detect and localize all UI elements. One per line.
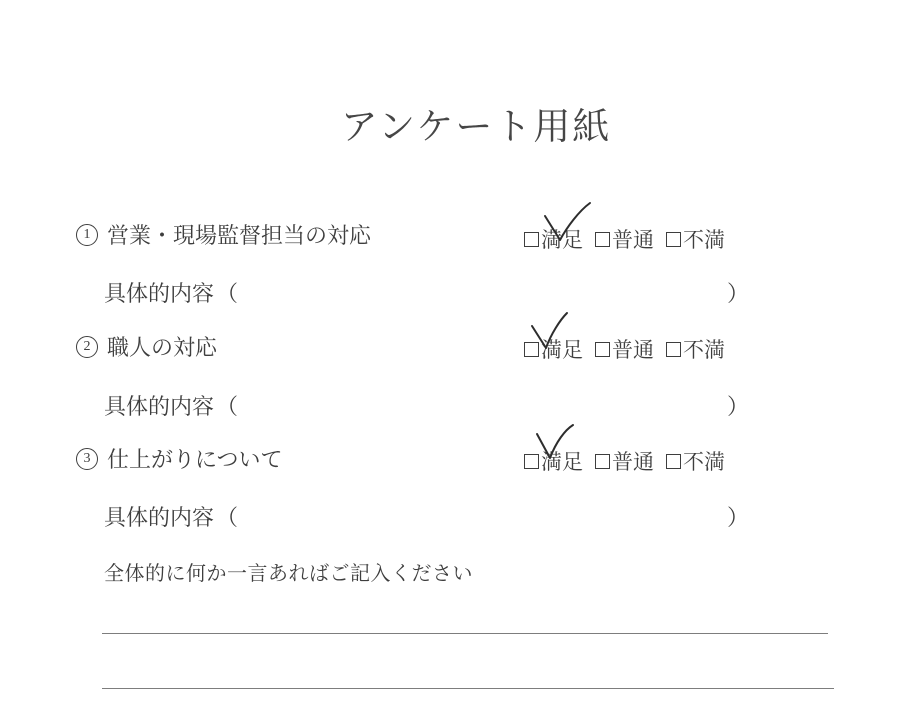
paren-open: （	[216, 281, 239, 306]
question-3-options	[524, 446, 725, 476]
checkbox-normal[interactable]	[595, 446, 654, 476]
option-label: 普通	[612, 338, 654, 362]
paren-close: ）	[727, 281, 750, 306]
question-1	[76, 219, 371, 250]
question-2	[76, 331, 217, 362]
checkbox-square-icon[interactable]	[595, 232, 610, 247]
checkbox-square-icon[interactable]	[524, 342, 539, 357]
option-label: 満足	[541, 450, 583, 474]
detail-label: 具体的内容	[104, 505, 215, 530]
option-label: 満足	[541, 228, 583, 252]
checkbox-square-icon[interactable]	[524, 454, 539, 469]
question-1-options	[524, 224, 725, 254]
option-label: 不満	[683, 228, 725, 252]
question-3-detail	[0, 501, 900, 530]
checkbox-satisfied[interactable]	[524, 224, 583, 254]
checkbox-dissatisfied[interactable]	[666, 446, 725, 476]
question-1-label: 営業・現場監督担当の対応	[107, 223, 372, 248]
option-label: 普通	[612, 228, 654, 252]
checkbox-square-icon[interactable]	[666, 232, 681, 247]
question-2-options	[524, 334, 725, 364]
detail-input-area[interactable]	[245, 501, 720, 525]
checkbox-satisfied[interactable]	[524, 334, 583, 364]
question-2-label: 職人の対応	[107, 335, 218, 360]
checkbox-square-icon[interactable]	[666, 342, 681, 357]
question-3-number: 3	[76, 448, 98, 470]
option-label: 不満	[683, 338, 725, 362]
comment-line-2[interactable]	[102, 688, 834, 689]
paren-open: （	[216, 505, 239, 530]
checkbox-square-icon[interactable]	[595, 454, 610, 469]
question-3-label: 仕上がりについて	[107, 447, 283, 472]
option-label: 満足	[541, 338, 583, 362]
checkbox-normal[interactable]	[595, 224, 654, 254]
question-2-detail	[0, 390, 900, 419]
overall-comment-label: 全体的に何か一言あればご記入ください	[104, 563, 473, 585]
checkbox-square-icon[interactable]	[524, 232, 539, 247]
option-label: 普通	[612, 450, 654, 474]
checkbox-satisfied[interactable]	[524, 446, 583, 476]
checkbox-square-icon[interactable]	[666, 454, 681, 469]
checkbox-dissatisfied[interactable]	[666, 334, 725, 364]
checkbox-dissatisfied[interactable]	[666, 224, 725, 254]
checkbox-square-icon[interactable]	[595, 342, 610, 357]
comment-line-1[interactable]	[102, 633, 828, 634]
paren-open: （	[216, 394, 239, 419]
detail-label: 具体的内容	[104, 281, 215, 306]
page-title: アンケート用紙	[340, 107, 612, 148]
detail-input-area[interactable]	[245, 390, 720, 414]
question-2-number: 2	[76, 336, 98, 358]
option-label: 不満	[683, 450, 725, 474]
paren-close: ）	[727, 505, 750, 530]
question-1-detail	[0, 277, 900, 306]
detail-label: 具体的内容	[104, 394, 215, 419]
question-1-number: 1	[76, 224, 98, 246]
checkbox-normal[interactable]	[595, 334, 654, 364]
question-3	[76, 443, 283, 474]
paren-close: ）	[727, 394, 750, 419]
detail-input-area[interactable]	[245, 277, 720, 301]
